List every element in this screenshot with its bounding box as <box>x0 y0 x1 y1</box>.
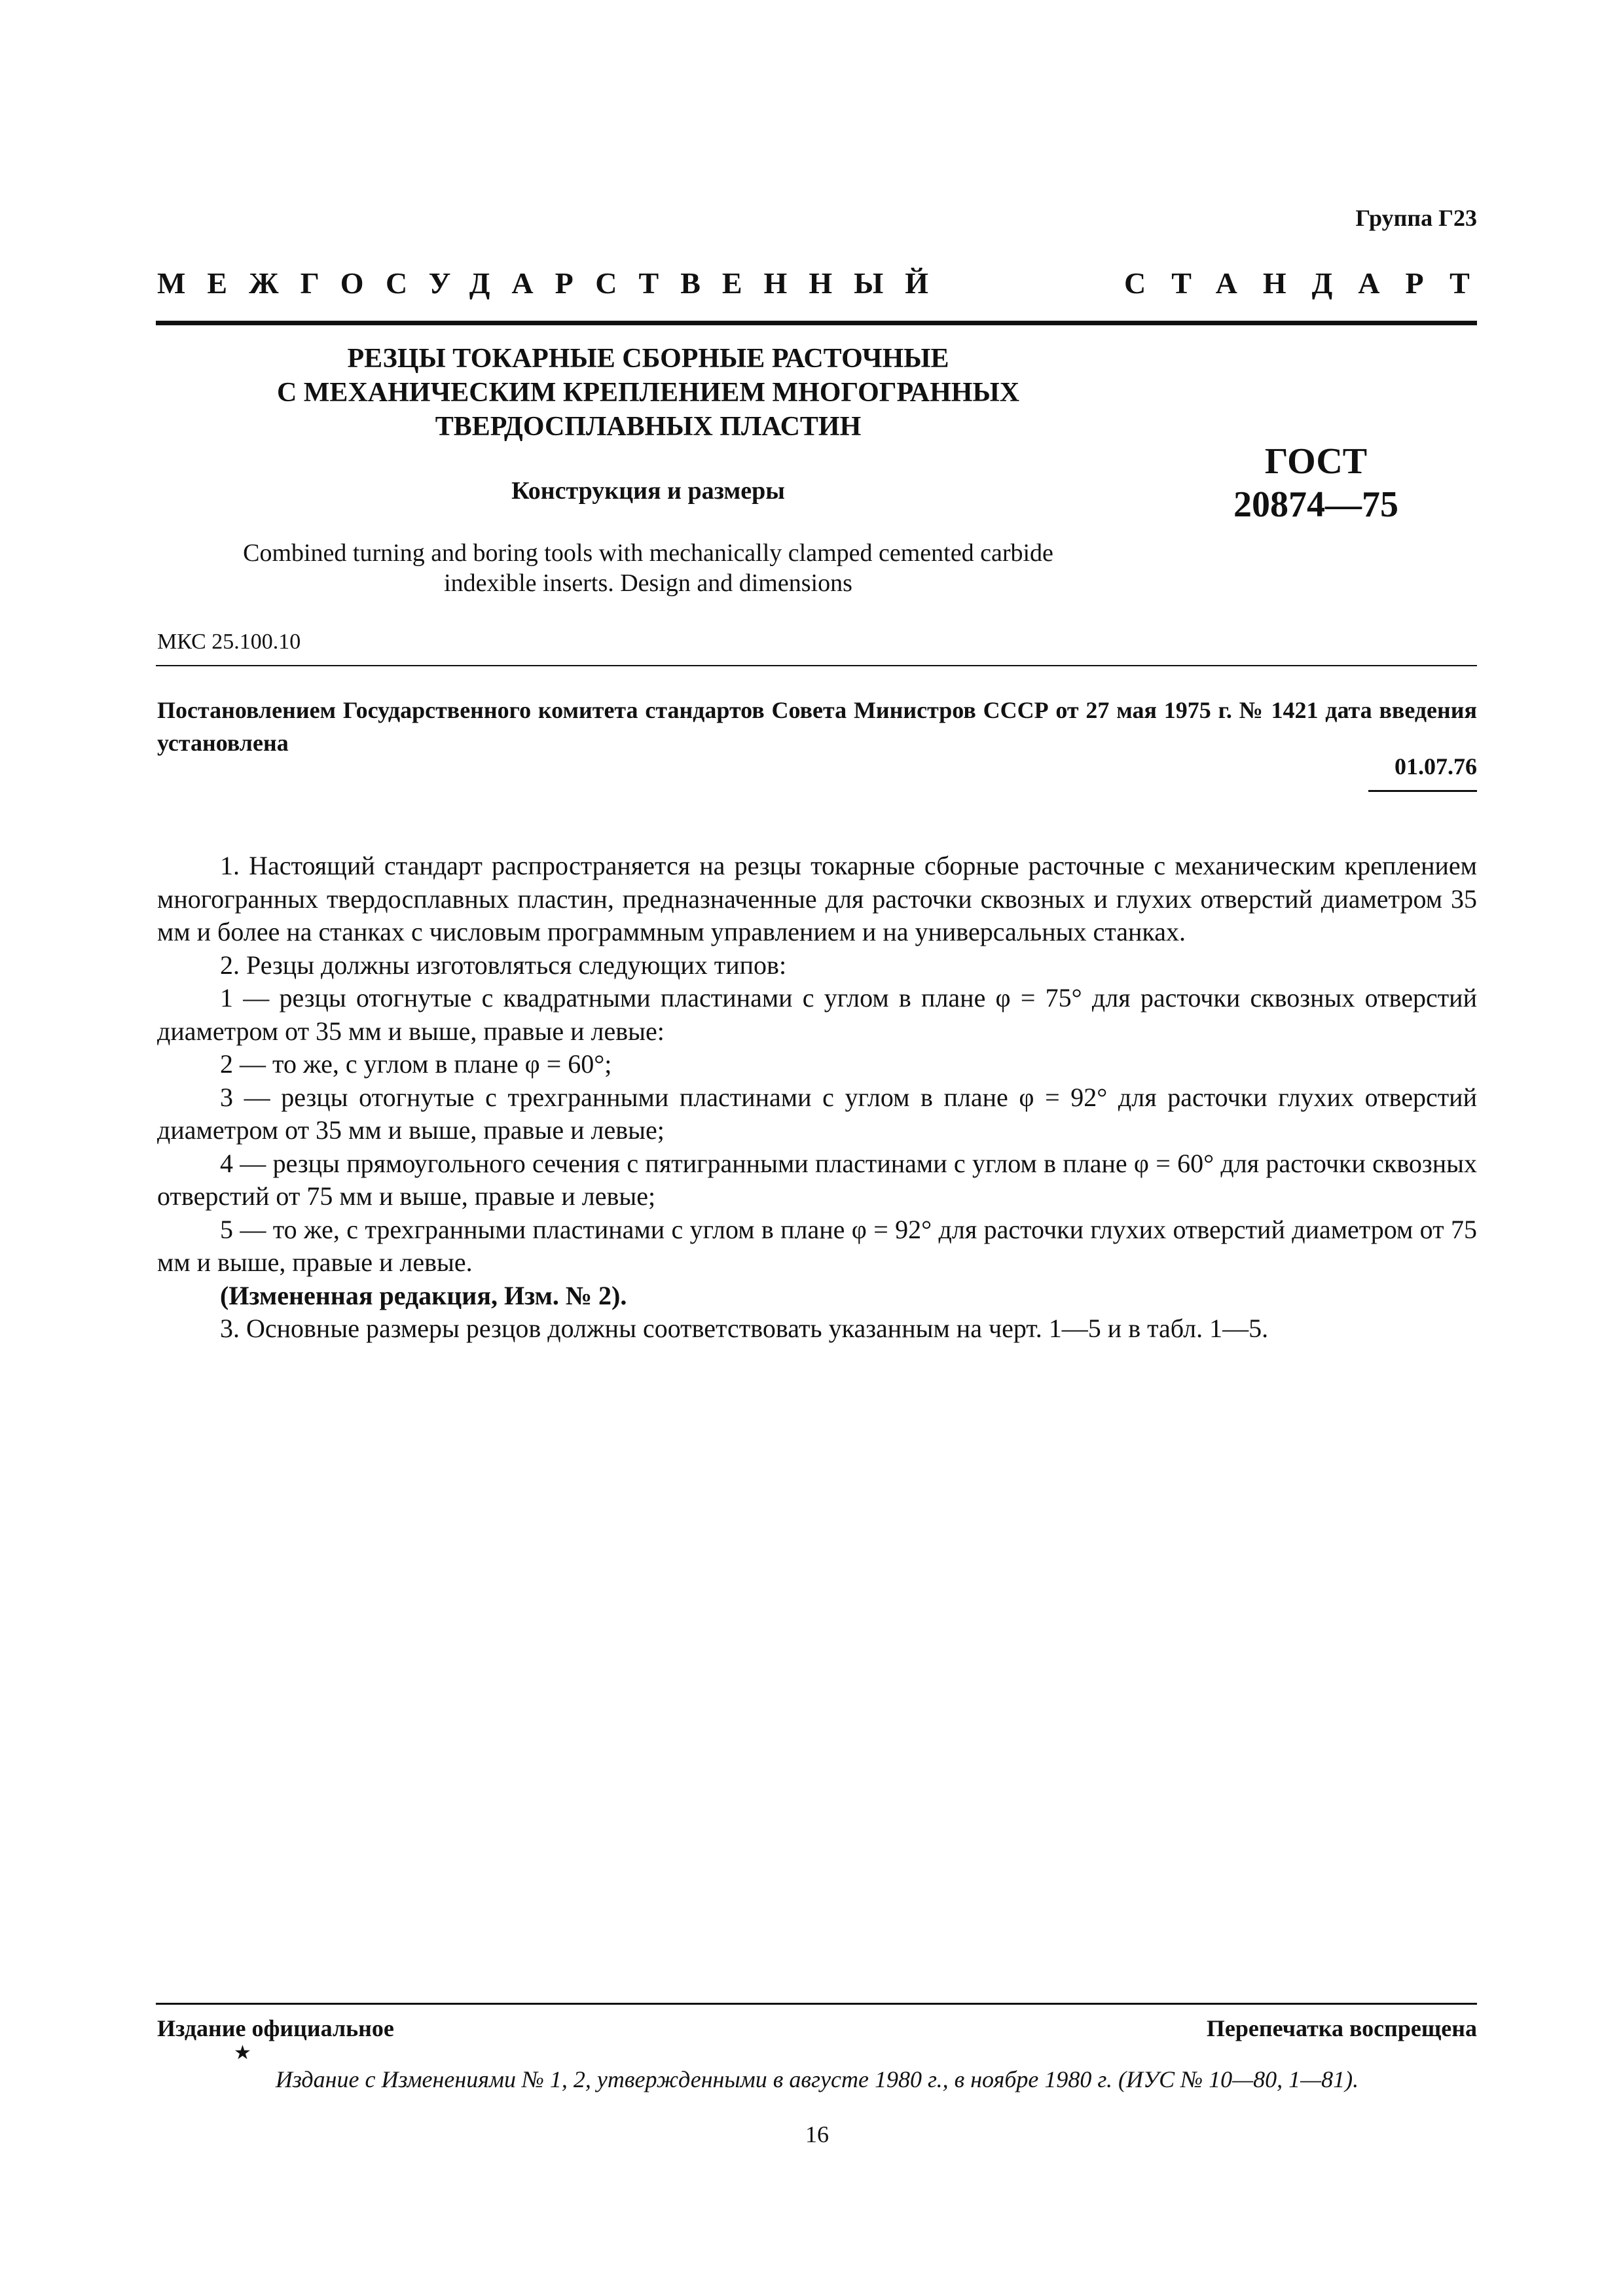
paragraph-2: 2. Резцы должны изготовляться следующих типов: <box>220 950 787 980</box>
mks-code: МКС 25.100.10 <box>157 630 301 654</box>
paragraph-1: 1. Настоящий стандарт распространяется на резцы токарные сборные расточные с механическим креплением многогранных твердосплавных пластин, предназначенные для расточки сквозных и глухих отверстий диаметром 35 мм и более на станках с числовым программным управлением и на универсальных станках. <box>157 851 1477 946</box>
english-title-line-1: Combined turning and boring tools with mechanically clamped cemented carbide <box>243 539 1053 567</box>
mks-rule <box>156 665 1477 666</box>
footer-rule <box>156 2003 1477 2005</box>
edition-changes-note: Издание с Изменениями № 1, 2, утвержденными в августе 1980 г., в ноябре 1980 г. (ИУС № 10—80, 1—81). <box>275 2066 1359 2092</box>
reprint-prohibited: Перепечатка воспрещена <box>1206 2015 1477 2041</box>
banner-interstate: МЕЖГОСУДАРСТВЕННЫЙ <box>157 266 951 300</box>
amendment-note: (Измененная редакция, Изм. № 2). <box>220 1280 627 1310</box>
type-1: 1 — резцы отогнутые с квадратными пластинами с углом в плане φ = 75° для расточки сквозных отверстий диаметром от 35 мм и выше, правые и левые: <box>157 983 1477 1046</box>
header-rule <box>156 321 1477 325</box>
effective-date-underline <box>1368 790 1477 792</box>
gost-number: 20874—75 <box>1233 484 1398 525</box>
title-line-1: РЕЗЦЫ ТОКАРНЫЕ СБОРНЫЕ РАСТОЧНЫЕ <box>347 344 949 374</box>
document-title <box>157 342 1139 444</box>
body-section <box>157 850 1477 1346</box>
gost-label: ГОСТ <box>1264 441 1368 482</box>
banner-standard: СТАНДАРТ <box>1124 266 1495 300</box>
gost-designation <box>1165 440 1467 526</box>
group-code: Группа Г23 <box>1355 205 1477 231</box>
type-5: 5 — то же, с трехгранными пластинами с углом в плане φ = 92° для расточки глухих отверстий диаметром от 75 мм и выше, правые и левые. <box>157 1214 1477 1277</box>
page-number: 16 <box>805 2121 829 2147</box>
decree-text: Постановлением Государственного комитета стандартов Совета Министров СССР от 27 мая 1975 г. № 1421 дата введения установлена <box>157 697 1477 756</box>
type-4: 4 — резцы прямоугольного сечения с пятигранными пластинами с углом в плане φ = 60° для расточки сквозных отверстий от 75 мм и выше, правые и левые; <box>157 1148 1477 1211</box>
title-line-3: ТВЕРДОСПЛАВНЫХ ПЛАСТИН <box>435 412 862 442</box>
type-3: 3 — резцы отогнутые с трехгранными пластинами с углом в плане φ = 92° для расточки глухих отверстий диаметром от 35 мм и выше, правые и левые; <box>157 1082 1477 1145</box>
official-edition: Издание официальное <box>157 2015 394 2041</box>
star-icon: ★ <box>234 2042 251 2064</box>
english-title <box>157 538 1139 598</box>
title-line-2: С МЕХАНИЧЕСКИМ КРЕПЛЕНИЕМ МНОГОГРАННЫХ <box>276 378 1020 408</box>
paragraph-3: 3. Основные размеры резцов должны соответствовать указанным на черт. 1—5 и в табл. 1—5. <box>220 1314 1269 1343</box>
effective-date: 01.07.76 <box>1395 753 1477 780</box>
document-subtitle: Конструкция и размеры <box>511 477 785 505</box>
english-title-line-2: indexible inserts. Design and dimensions <box>444 569 852 597</box>
type-2: 2 — то же, с углом в плане φ = 60°; <box>220 1049 612 1079</box>
